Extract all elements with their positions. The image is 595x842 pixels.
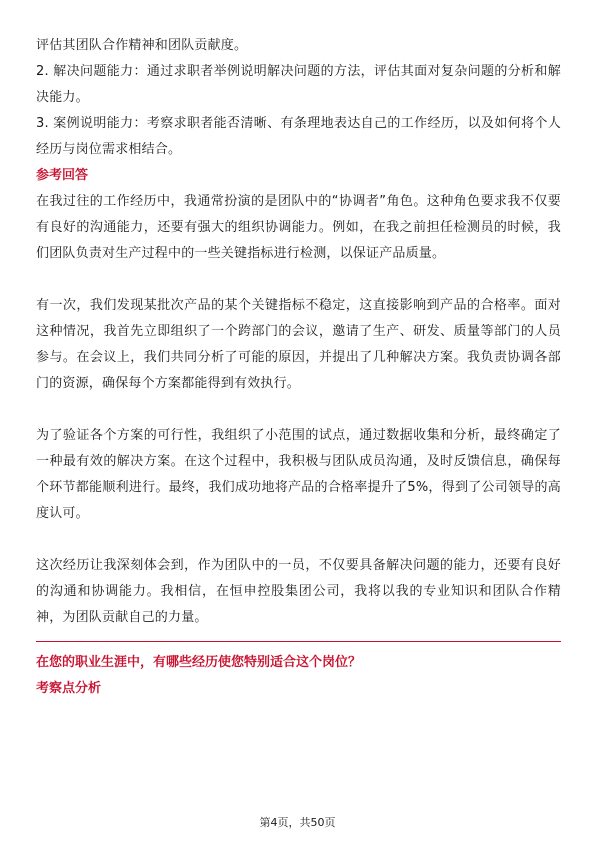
page-number: 第4页，共50页 [259,816,336,829]
answer-paragraph-1: 在我过往的工作经历中，我通常扮演的是团队中的“协调者”角色。这种角色要求我不仅要有良好的沟通能力，还要有强大的组织协调能力。例如，在我之前担任检测员的时候，我们团队负责对生产过程中的一些关键指标进行检测，以保证产品质量。 [36,194,561,261]
section-divider [36,641,561,642]
next-question-title: 在您的职业生涯中，有哪些经历使您特别适合这个岗位？ [36,655,362,670]
paragraph-gap [36,397,561,423]
answer-paragraph-3: 为了验证各个方案的可行性，我组织了小范围的试点，通过数据收集和分析，最终确定了一种最有效的解决方案。在这个过程中，我积极与团队成员沟通，及时反馈信息，确保每个环节都能顺利进行。最终，我们成功地将产品的合格率提升了5%，得到了公司领导的高度认可。 [36,428,561,521]
reference-answer-heading: 参考回答 [36,168,89,183]
analysis-heading: 考察点分析 [36,681,102,696]
paragraph-gap [36,267,561,293]
paragraph-gap [36,527,561,553]
list-item-case-explanation: 3. 案例说明能力：考察求职者能否清晰、有条理地表达自己的工作经历，以及如何将个人经历与岗位需求相结合。 [36,116,561,157]
list-item-problem-solving: 2. 解决问题能力：通过求职者举例说明解决问题的方法，评估其面对复杂问题的分析和解决能力。 [36,64,561,105]
page-footer [0,814,595,830]
paragraph-team-contribution: 评估其团队合作精神和团队贡献度。 [36,38,248,53]
answer-paragraph-2: 有一次，我们发现某批次产品的某个关键指标不稳定，这直接影响到产品的合格率。面对这种情况，我首先立即组织了一个跨部门的会议，邀请了生产、研发、质量等部门的人员参与。在会议上，我们共同分析了可能的原因，并提出了几种解决方案。我负责协调各部门的资源，确保每个方案都能得到有效执行。 [36,298,561,391]
answer-paragraph-4: 这次经历让我深刻体会到，作为团队中的一员，不仅要具备解决问题的能力，还要有良好的沟通和协调能力。我相信，在恒申控股集团公司，我将以我的专业知识和团队合作精神，为团队贡献自己的力量。 [36,558,561,625]
page-content [36,33,561,702]
